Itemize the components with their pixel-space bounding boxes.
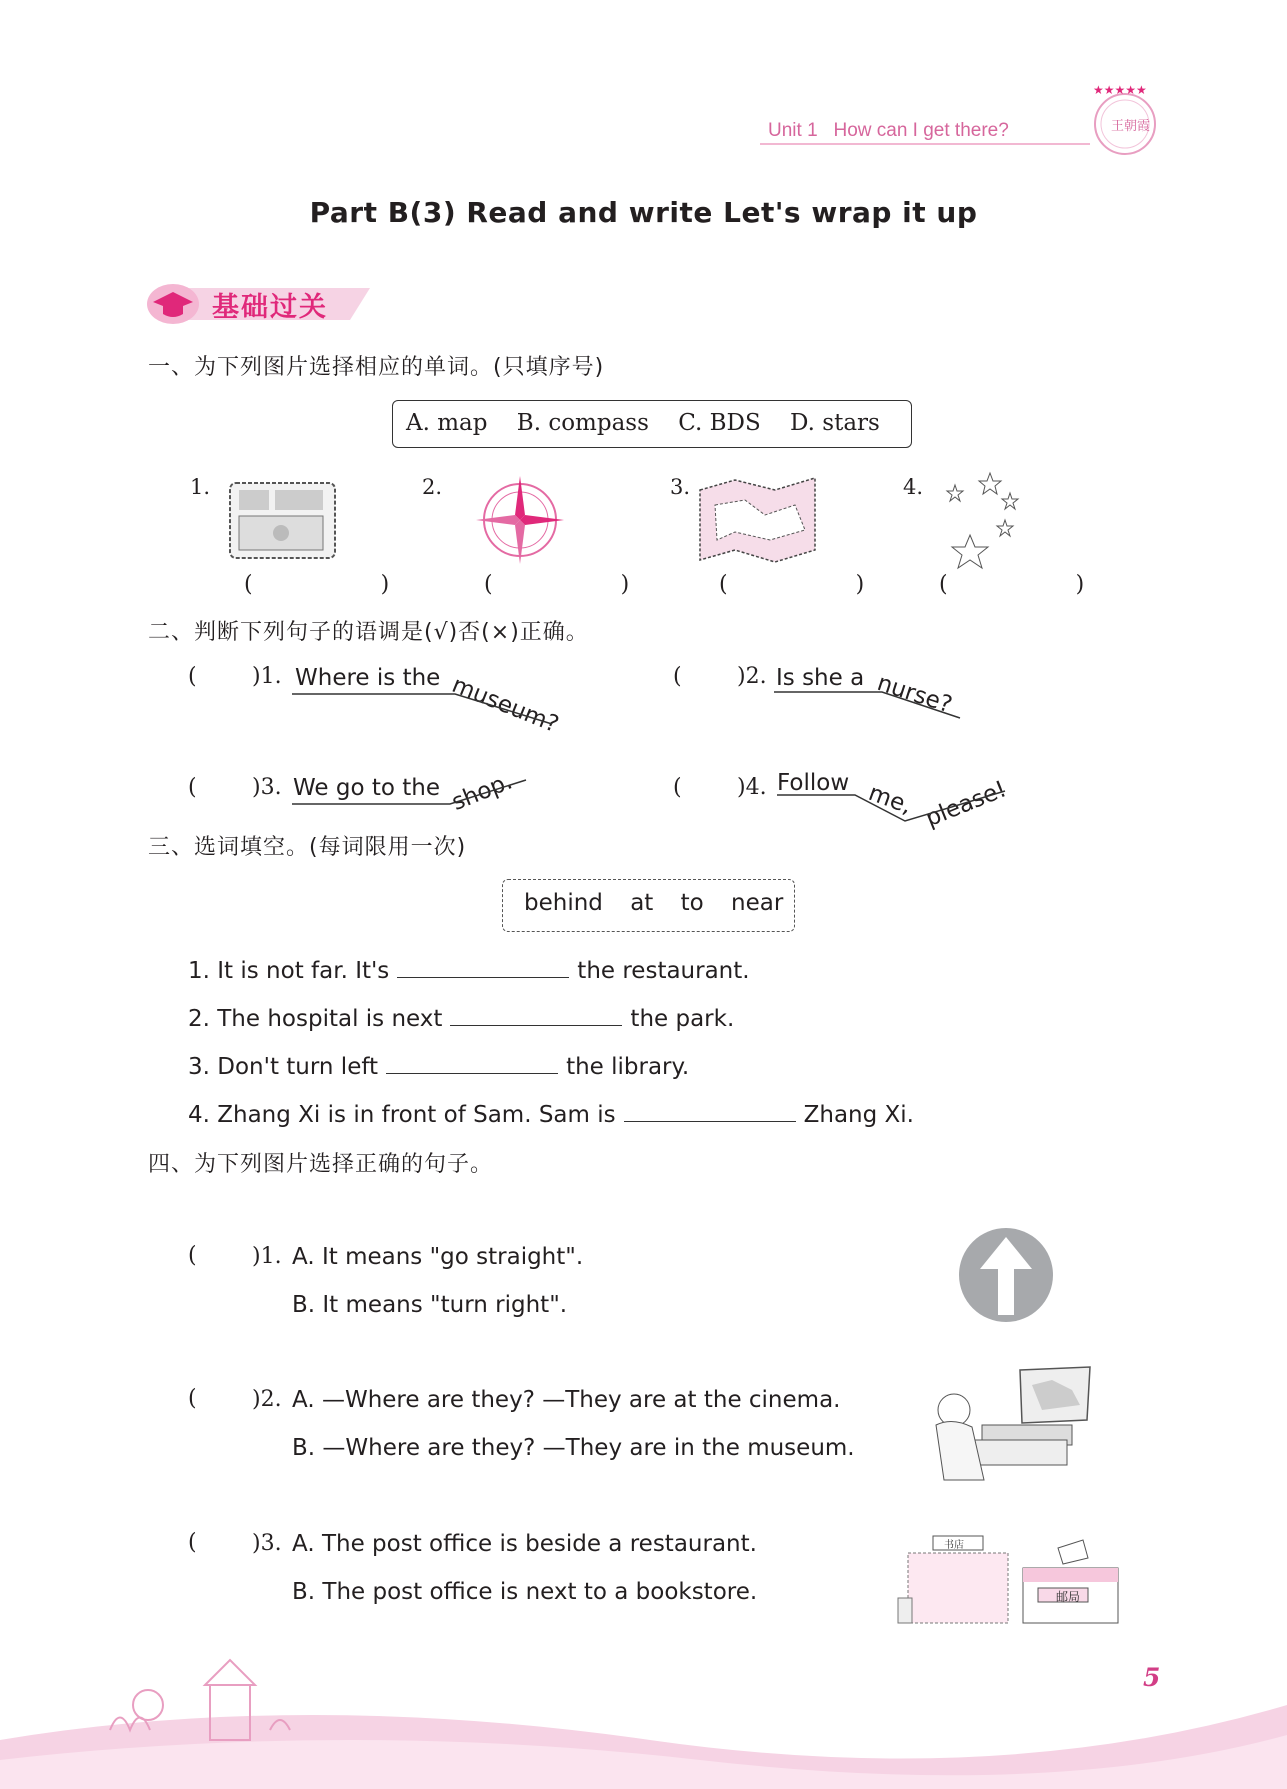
section3-heading: 三、选词填空。(每词限用一次) [148, 835, 467, 860]
s4-q2-b: B. —Where are they? —They are in the museum. [292, 1435, 855, 1461]
s4-q2-paren[interactable]: ( [188, 1386, 197, 1411]
s3-q3: 3. Don't turn left the library. [188, 1051, 689, 1080]
section1-heading: 一、为下列图片选择相应的单词。(只填序号) [148, 355, 605, 380]
s4-q1-a: A. It means "go straight". [292, 1244, 584, 1270]
item4-number: 4. [903, 475, 924, 499]
section2-heading: 二、判断下列句子的语调是(√)否(×)正确。 [148, 620, 589, 645]
svg-text:王朝霞: 王朝霞 [1111, 119, 1151, 134]
s4-q1-paren[interactable]: ( [188, 1243, 197, 1268]
s2-q1-text: Where is the [295, 665, 441, 691]
header-unit [768, 120, 1009, 142]
cinema-scene-icon [922, 1365, 1092, 1485]
s4-q3-num: )3. [252, 1531, 282, 1556]
s4-q2-a: A. —Where are they? —They are at the cinema. [292, 1387, 841, 1413]
option-b: B. compass [516, 410, 649, 436]
stars-icon [935, 465, 1025, 575]
page-number: 5 [1143, 1663, 1161, 1692]
street-scene-icon [888, 1528, 1123, 1628]
item2-number: 2. [422, 475, 443, 499]
s4-q2-num: )2. [252, 1387, 282, 1412]
s2-q2-text: Is she a [776, 665, 865, 691]
svg-text:★★★★★: ★★★★★ [1093, 83, 1147, 97]
s2-q2-paren[interactable]: ( [673, 664, 682, 689]
s2-q1-paren[interactable]: ( [188, 664, 197, 689]
item3-answer[interactable]: ( ) [719, 572, 893, 597]
s2-q4-curve-2: please! [922, 776, 1011, 833]
section4-heading: 四、为下列图片选择正确的句子。 [148, 1152, 494, 1177]
s3-q3-blank[interactable] [386, 1051, 558, 1074]
compass-icon [470, 470, 570, 570]
s2-q3-paren[interactable]: ( [188, 775, 197, 800]
s4-q1-b: B. It means "turn right". [292, 1292, 568, 1318]
s4-q3-b: B. The post office is next to a bookstore. [292, 1579, 758, 1605]
post-office-sign: 邮局 [1056, 1590, 1081, 1604]
s2-q4-paren[interactable]: ( [673, 775, 682, 800]
s2-q1-num: )1. [252, 664, 282, 689]
s3-q4-blank[interactable] [624, 1099, 796, 1122]
banner-label: 基础过关 [212, 292, 328, 323]
s2-q3-num: )3. [252, 775, 282, 800]
s2-q2-num: )2. [737, 664, 767, 689]
item2-answer[interactable]: ( ) [484, 572, 658, 597]
map-icon [695, 470, 825, 570]
s2-q4-text: Follow [777, 770, 850, 796]
s2-q2-curve: nurse? [873, 670, 956, 719]
page-title: Part B(3) Read and write Let's wrap it up [309, 196, 978, 229]
publisher-seal-icon [1085, 80, 1165, 160]
s4-q1-num: )1. [252, 1244, 282, 1269]
s3-q2-blank[interactable] [450, 1003, 622, 1026]
s4-q3-paren[interactable]: ( [188, 1530, 197, 1555]
intonation-line [290, 690, 560, 730]
bookstore-sign: 书店 [944, 1540, 964, 1551]
go-straight-arrow-icon [958, 1227, 1054, 1323]
item4-answer[interactable]: ( ) [939, 572, 1113, 597]
intonation-line [775, 775, 1015, 825]
item1-number: 1. [190, 475, 211, 499]
intonation-line [772, 690, 962, 730]
word-bank: behind at to near [524, 890, 784, 916]
item1-answer[interactable]: ( ) [244, 572, 418, 597]
unit-title: How can I get there? [833, 120, 1009, 141]
s3-q1: 1. It is not far. It's the restaurant. [188, 955, 750, 984]
header-divider [760, 143, 1090, 145]
options-list [406, 410, 902, 436]
s4-q3-a: A. The post office is beside a restaurant. [292, 1531, 757, 1557]
s2-q3-curve: shop. [448, 768, 516, 816]
intonation-line [290, 778, 530, 808]
s3-q2: 2. The hospital is next the park. [188, 1003, 734, 1032]
s2-q4-curve-1: me, [865, 780, 916, 820]
footer-wave-decoration [0, 1620, 1287, 1789]
s2-q1-curve: museum? [448, 672, 563, 739]
option-c: C. BDS [678, 410, 761, 436]
option-d: D. stars [790, 410, 880, 436]
s3-q4: 4. Zhang Xi is in front of Sam. Sam is Zhang Xi. [188, 1099, 914, 1128]
s2-q3-text: We go to the [293, 775, 440, 801]
unit-label: Unit 1 [768, 120, 818, 141]
item3-number: 3. [670, 475, 691, 499]
s3-q1-blank[interactable] [397, 955, 569, 978]
option-a: A. map [406, 410, 488, 436]
bds-device-icon [225, 478, 345, 568]
s2-q4-num: )4. [737, 775, 767, 800]
